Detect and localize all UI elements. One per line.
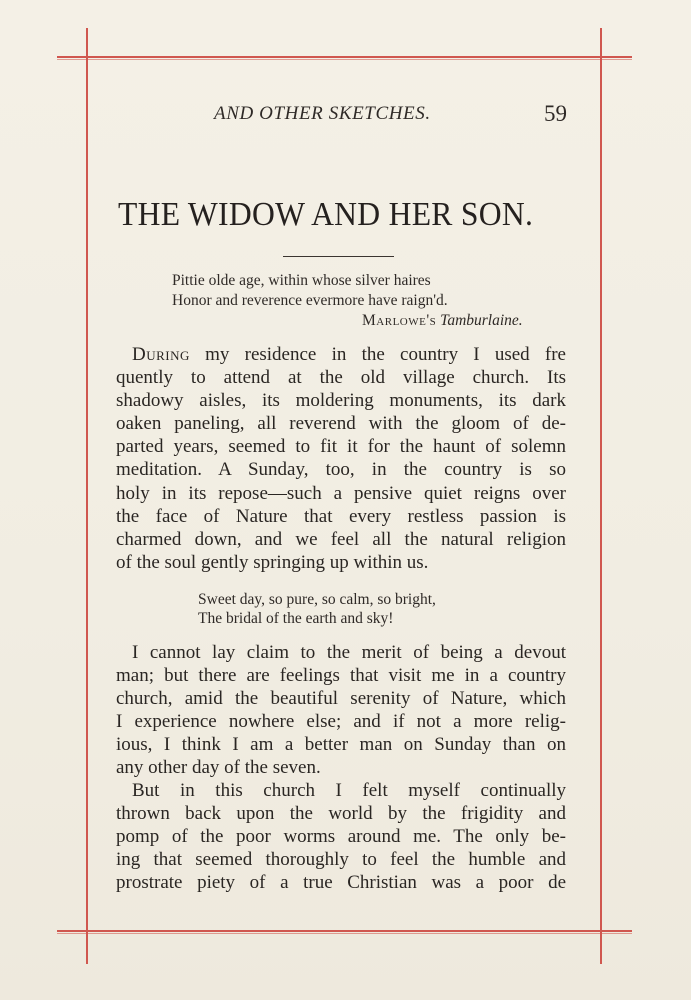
chapter-title: THE WIDOW AND HER SON. — [118, 196, 534, 233]
page-border-top — [57, 56, 632, 58]
paragraph-3-line: ing that seemed thoroughly to feel the humble and — [116, 849, 566, 871]
paragraph-3-line: pomp of the poor worms around me. The only be- — [116, 826, 566, 848]
page-border-right — [600, 28, 602, 964]
paragraph-3-line: prostrate piety of a true Christian was a poor de — [116, 872, 566, 894]
epigraph-work: Tamburlaine. — [440, 312, 523, 329]
paragraph-1-line-1 — [116, 343, 566, 366]
verse-line-2: The bridal of the earth and sky! — [198, 610, 394, 627]
epigraph-line-1: Pittie olde age, within whose silver haires — [172, 272, 431, 289]
paragraph-1-line: oaken paneling, all reverend with the gloom of de- — [116, 413, 566, 435]
paragraph-2-line: I cannot lay claim to the merit of being a devout — [132, 642, 566, 663]
paragraph-2-line: I experience nowhere else; and if not a more relig- — [116, 711, 566, 733]
paragraph-1-line-1-rest: my residence in the country I used fre — [189, 344, 566, 365]
paragraph-3-line: thrown back upon the world by the frigidity and — [116, 803, 566, 825]
paragraph-2-line: ious, I think I am a better man on Sunday than on — [116, 734, 566, 756]
paragraph-1-line: of the soul gently springing up within us. — [116, 551, 429, 573]
verse-line-1: Sweet day, so pure, so calm, so bright, — [198, 591, 436, 608]
page-border-bottom — [57, 930, 632, 932]
paragraph-1-line: parted years, seemed to fit it for the haunt of solemn — [116, 436, 566, 458]
paragraph-1-line: shadowy aisles, its moldering monuments, its dark — [116, 390, 566, 412]
epigraph-attribution — [362, 312, 523, 330]
paragraph-2 — [116, 641, 566, 780]
paragraph-1-line: holy in its repose—such a pensive quiet reigns over — [116, 482, 566, 504]
page-number: 59 — [544, 101, 567, 126]
page-border-bottom-inner — [57, 933, 632, 934]
running-head: AND OTHER SKETCHES. — [214, 103, 431, 124]
page-border-top-inner — [57, 59, 632, 60]
paragraph-1-line: charmed down, and we feel all the natural religion — [116, 528, 566, 550]
title-divider — [283, 256, 394, 257]
page-border-left — [86, 28, 88, 964]
paragraph-1-line: meditation. A Sunday, too, in the country is so — [116, 459, 566, 481]
paragraph-1-line: quently to attend at the old village church. Its — [116, 367, 566, 389]
dropcap-word: During — [132, 344, 190, 365]
epigraph-author: Marlowe's — [362, 312, 437, 329]
paragraph-2-line: any other day of the seven. — [116, 757, 321, 779]
paragraph-1-line: the face of Nature that every restless passion is — [116, 505, 566, 527]
paragraph-1 — [116, 343, 566, 574]
paragraph-2-line: church, amid the beautiful serenity of Nature, which — [116, 688, 566, 710]
paragraph-3-line: But in this church I felt myself continually — [132, 780, 566, 801]
paragraph-2-line: man; but there are feelings that visit me in a country — [116, 665, 566, 687]
epigraph-line-2: Honor and reverence evermore have raign'd. — [172, 292, 448, 309]
paragraph-3 — [116, 779, 566, 894]
